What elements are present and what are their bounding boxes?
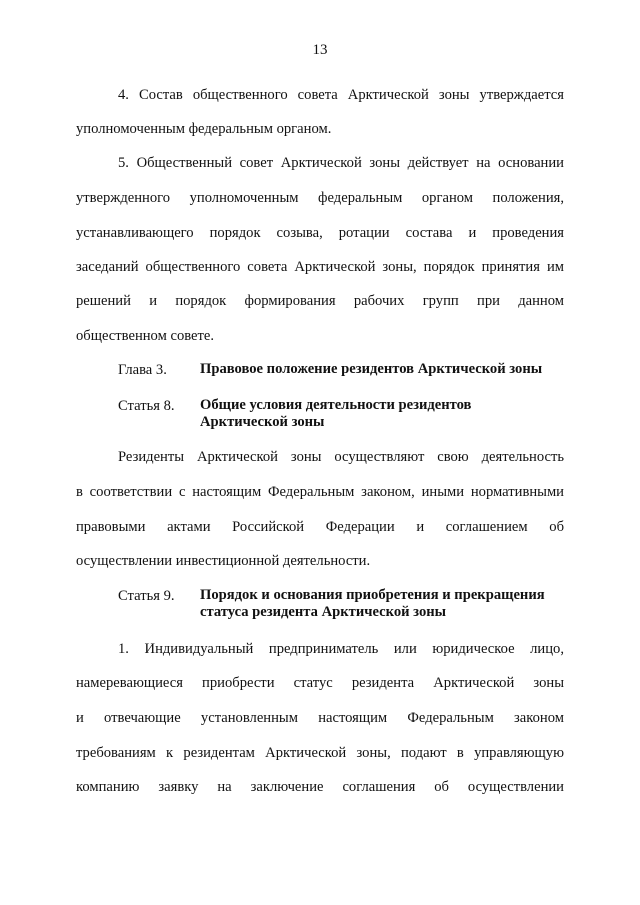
paragraph-line: общественном совете. — [76, 328, 215, 344]
article-title-line: статуса резидента Арктической зоны — [200, 604, 447, 620]
paragraph-line: требованиям к резидентам Арктической зоны, подают в управляющую — [76, 745, 564, 761]
article-label: Статья 8. — [118, 398, 175, 414]
paragraph-line: в соответствии с настоящим Федеральным законом, иными нормативными — [76, 484, 564, 500]
article-label: Статья 9. — [118, 588, 175, 604]
chapter-title: Правовое положение резидентов Арктической зоны — [200, 361, 543, 377]
article-title-line: Арктической зоны — [200, 414, 325, 430]
article-title-line: Порядок и основания приобретения и прекращения — [200, 587, 545, 603]
paragraph-line: намеревающиеся приобрести статус резидента Арктической зоны — [76, 675, 564, 691]
paragraph-line: 5. Общественный совет Арктической зоны действует на основании — [118, 155, 564, 171]
paragraph-line: и отвечающие установленным настоящим Федеральным законом — [76, 710, 564, 726]
paragraph-line: решений и порядок формирования рабочих групп при данном — [76, 293, 564, 309]
paragraph-line: осуществлении инвестиционной деятельности. — [76, 553, 371, 569]
chapter-label: Глава 3. — [118, 362, 167, 378]
paragraph-line: утвержденного уполномоченным федеральным органом положения, — [76, 190, 564, 206]
paragraph-line: уполномоченным федеральным органом. — [76, 121, 332, 137]
paragraph-line: заседаний общественного совета Арктической зоны, порядок принятия им — [76, 259, 564, 275]
paragraph-line: 4. Состав общественного совета Арктической зоны утверждается — [118, 87, 564, 103]
page-number: 13 — [312, 42, 328, 58]
paragraph-line: Резиденты Арктической зоны осуществляют свою деятельность — [118, 449, 564, 465]
paragraph-line: правовыми актами Российской Федерации и соглашением об — [76, 519, 564, 535]
paragraph-line: компанию заявку на заключение соглашения об осуществлении — [76, 779, 564, 795]
article-title-line: Общие условия деятельности резидентов — [200, 397, 472, 413]
paragraph-line: устанавливающего порядок созыва, ротации состава и проведения — [76, 225, 564, 241]
paragraph-line: 1. Индивидуальный предприниматель или юридическое лицо, — [118, 641, 564, 657]
